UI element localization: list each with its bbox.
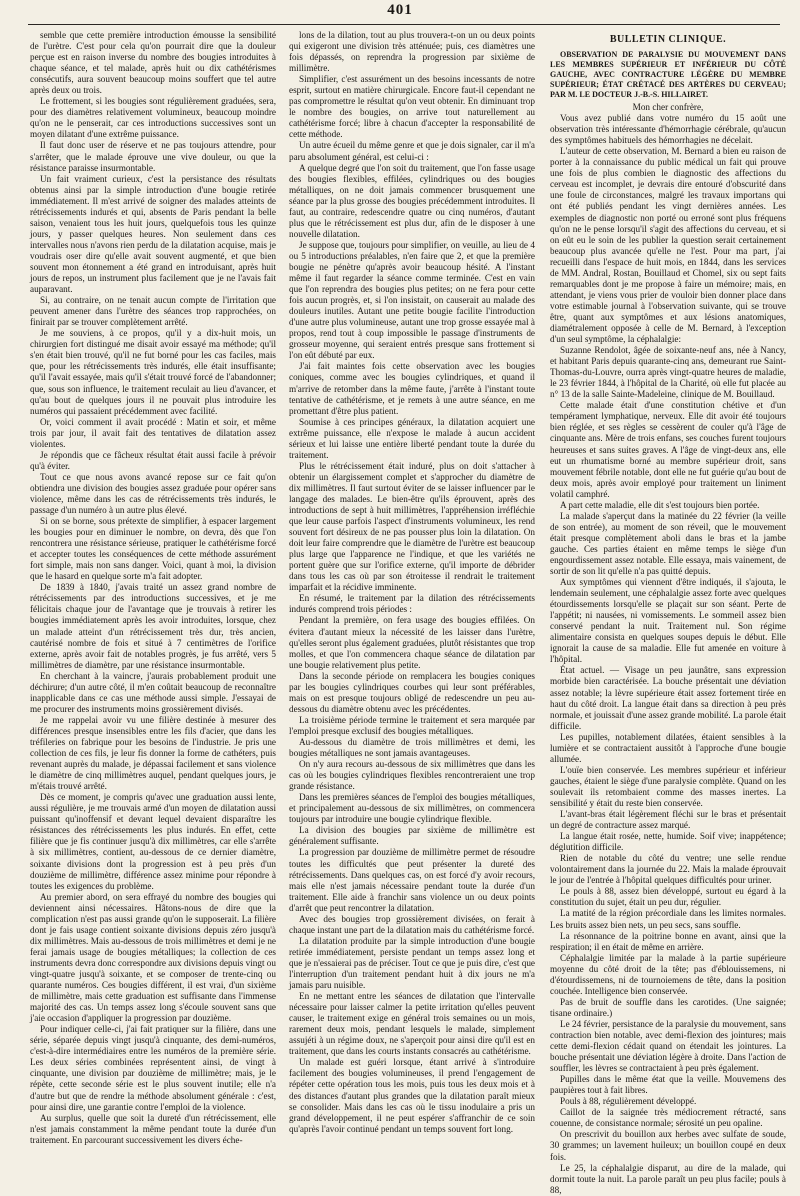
paragraph: Les pupilles, notablement dilatées, étaient sensibles à la lumière et se contractaient aussitôt à l'approche d'une bougie allumée. xyxy=(550,731,786,764)
paragraph: Avec des bougies trop grossièrement divisées, on ferait à chaque instant une part de la dilatation mais du cathétérisme forcé. xyxy=(289,913,535,935)
paragraph: Il faut donc user de réserve et ne pas toujours attendre, pour s'arrêter, que le malade éprouve une vive douleur, ou que la résistance paraisse insurmontable. xyxy=(30,140,276,173)
paragraph: Simplifier, c'est assurément un des besoins incessants de notre esprit, surtout en matière chirurgicale. Encore faut-il cependant ne pas compromettre le résultat qu'on veut obtenir. En diminuant trop le nombre des bougies, on arrive tout naturellement au cathétérisme forcé; libre à chacun d'accepter la responsabilité de cette méthode. xyxy=(289,74,535,140)
paragraph: A part cette maladie, elle dit s'est toujours bien portée. xyxy=(560,499,760,510)
paragraph: Dès ce moment, je compris qu'avec une graduation aussi lente, aussi régulière, je me trouvais armé d'un moyen de dilatation aussi puissant qu'inoffensif et devant lequel devaient disparaître les résistances des rétrécissements les plus indurés. En effet, cette filière que je fis continuer jusqu'à dix millimètres, car elle s'arrête à six millimètres, contient, au-dessous de ce dernier diamètre, soixante divisions dont la progression est à peu près d'un douzième de millimètre, différence assez minime pour répondre à toutes les exigences du problème. xyxy=(30,792,276,891)
paragraph: Je répondis que ce fâcheux résultat était aussi facile à prévoir qu'à éviter. xyxy=(30,449,276,471)
paragraph: Suzanne Rendolot, âgée de soixante-neuf ans, née à Nancy, et habitant Paris depuis quarante-cinq ans, demeurant rue Saint-Thomas-du-Louvre, ourra après vingt-quatre heures de maladie, le 23 février 1844, à l'hôpital de la Charité, où elle fut placée au n° 13 de la salle Sainte-Madeleine, clinique de M. Bouillaud. xyxy=(550,345,786,400)
paragraph: En ne mettant entre les séances de dilatation que l'intervalle nécessaire pour laisser calmer la petite irritation qu'elles peuvent causer, le traitement exige en général trois semaines ou un mois, rarement deux mois, pendant lesquels le malade, simplement assujéti à un régime doux, ne s'aperçoit pour ainsi dire qu'il est en traitement, que dans les courts instants consacrés au cathétérisme. xyxy=(289,991,535,1057)
paragraph: En cherchant à la vaincre, j'aurais probablement produit une déchirure; d'un autre côté, il m'en coûtait beaucoup de reconnaître inapplicable dans ce cas une méthode aussi simple. J'essayai de me procurer des instruments moins grossièrement divisés. xyxy=(30,670,276,714)
paragraph: La résonnance de la poitrine bonne en avant, ainsi que la respiration; il en était de même en arrière. xyxy=(550,930,786,952)
paragraph: Je suppose que, toujours pour simplifier, on veuille, au lieu de 4 ou 5 introductions préalables, n'en faire que 2, et que la première bougie ne pénètre qu'après avoir beaucoup hésité. A l'instant même il faut regarder la séance comme terminée. C'est en vain que l'on reprendra des bougies plus petites; on ne fera pour cette fois aucun progrès, et, si l'on insistait, on causerait au malade des douleurs inutiles. Autant une petite bougie facilite l'introduction d'une autre plus volumineuse, autant une trop grosse essayée mal à propos, rend tout à coup impossible le passage d'instruments de grosseur moyenne, qui seraient entrés presque sans frottement si l'on eût débuté par eux. xyxy=(289,239,535,361)
paragraph: Le 25, la céphalalgie disparut, au dire de la malade, qui dormit toute la nuit. La parole paraît un peu plus facile; pouls à 88, xyxy=(550,1162,786,1195)
paragraph: L'ouïe bien conservée. Les membres supérieur et inférieur gauches, étaient le siège d'une paralysie complète. Quand on les soulevait ils retombaient comme des masses inertes. La sensibilité y était du reste bien conservée. xyxy=(550,764,786,808)
paragraph: La troisième période termine le traitement et sera marquée par l'emploi presque exclusif des bougies métalliques. xyxy=(289,714,535,736)
paragraph: La langue était rosée, nette, humide. Soif vive; inappétence; déglutition difficile. xyxy=(550,831,786,853)
paragraph: Le 24 février, persistance de la paralysie du mouvement, sans contraction bien notable, avec demi-flexion des jointures; mais cette demi-flexion cédait quand on étendait les jointures. La bouche présentait une déviation légère à droite. Dans l'action de souffler, les lèvres se contractaient à peu près également. xyxy=(550,1018,786,1074)
paragraph: Aux symptômes qui viennent d'être indiqués, il s'ajouta, le lendemain seulement, une céphalalgie assez forte avec quelques étourdissements lorsqu'elle se plaçait sur son séant. Perte de l'appétit; ni nausées, ni vomissements. Le sommeil assez bien conservé pendant la nuit. Traitement nul. Son régime alimentaire consista en quelques soupes depuis le début. Elle ignorait la cause de sa maladie. Elle fut amenée en voiture à l'hôpital. xyxy=(550,577,786,665)
paragraph: Tout ce que nous avons avancé repose sur ce fait qu'on obtiendra une division des bougies assez graduée pour opérer sans violence, même dans les cas de rétrécissements très indurés, le passage d'un numéro à un autre plus élevé. xyxy=(30,471,276,516)
column-3 xyxy=(550,30,786,1195)
paragraph: lons de la dilation, tout au plus trouvera-t-on un ou deux points qui exigeront une division très atténuée; puis, ces diamètres une fois dépassés, on reprendra la progression par sixième de millimètre. xyxy=(289,30,535,74)
paragraph: Un fait vraiment curieux, c'est la persistance des résultats obtenus ainsi par la simple introduction d'une bougie retirée immédiatement. Il m'est arrivé de soigner des malades atteints de rétrécissements indurés et qui, absents de Paris pendant la belle saison, venaient tous les huit jours, quelquefois tous les quinze jours, y passer quelques heures. Non seulement dans ces intervalles nous n'avons rien perdu de la dilatation acquise, mais je voudrais oser dire qu'elle avait souvent augmenté, et que bien souvent mon étonnement a été grand en introduisant, après huit jours de repos, un instrument plus facilement que je ne l'avais fait auparavant. xyxy=(30,173,276,295)
section-title: BULLETIN CLINIQUE. xyxy=(609,34,727,45)
paragraph: Pupilles dans le même état que la veille. Mouvemens des paupières tout à fait libres. xyxy=(550,1074,786,1096)
paragraph: État actuel. — Visage un peu jaunâtre, sans expression morbide bien caractérisée. La bouche présentait une déviation assez notable; la lèvre supérieure était assez fortement tirée en haut du côté droit. La langue était dans sa direction à peu près normale, et jouissait d'une assez grande mobilité. La parole était difficile. xyxy=(550,665,786,731)
paragraph: Dans les premières séances de l'emploi des bougies métalliques, et principalement au-dessous de six millimètres, on commencera toujours par introduire une bougie cylindrique flexible. xyxy=(289,792,535,825)
paragraph: Au surplus, quelle que soit la dureté d'un rétrécissement, elle n'est jamais constamment la même pendant toute la durée d'un traitement. En parcourant successivement les divers éche- xyxy=(30,1112,276,1145)
paragraph: Pouls à 88, régulièrement développé. xyxy=(560,1096,697,1107)
paragraph: Pendant la première, on fera usage des bougies effilées. On évitera d'autant mieux la nécessité de les laisser dans l'urètre, qu'elles seront plus également graduées, plutôt résistantes que trop molles, et que l'on commencera chaque séance de dilatation par une bougie relativement plus petite. xyxy=(289,615,535,670)
paragraph: De 1839 à 1840, j'avais traité un assez grand nombre de rétrécissements par des introductions successives, et je me félicitais chaque jour de l'avantage que je trouvais à retirer les bougies immédiatement après les avoir introduites, lorsque, chez un malade atteint d'un rétrécissement très dur, très ancien, cautérisé nombre de fois et situé à 7 centimètres de l'orifice externe, après avoir fait de notables progrès, je fus arrêté, vers 5 millimètres de diamètre, par une résistance insurmontable. xyxy=(30,582,276,670)
paragraph: A quelque degré que l'on soit du traitement, que l'on fasse usage des bougies flexibles, effilées, cylindriques ou des bougies métalliques, on ne doit jamais commencer brusquement une séance par la plus grosse des bougies précédemment introduites. Il faut, au contraire, redescendre quatre ou cinq numéros, d'autant plus que le rétrécissement est plus dur, afin de le disposer à une nouvelle dilatation. xyxy=(289,162,535,239)
paragraph: Je me souviens, à ce propos, qu'il y a dix-huit mois, un chirurgien fort distingué me disait avoir essayé ma méthode; qu'il s'en était bien trouvé, qu'il ne fut borné pour les cas faciles, mais que, pour les rétrécissements très indurés, elle était insuffisante; qu'il l'avait essayée, mais qu'il s'était trouvé forcé de l'abandonner; que, sous son influence, le traitement reculait au lieu d'avancer, et qu'au bout de quelques jours il ne pouvait plus introduire les numéros qui passaient précédemment avec facilité. xyxy=(30,328,276,416)
paragraph: La progression par douzième de millimètre permet de résoudre toutes les difficultés que peut présenter la dureté des rétrécissements. Dans quelques cas, on est forcé d'y avoir recours, mais elle n'est jamais nécessaire pendant toute la durée d'un traitement. Elle aide à franchir sans violence un ou deux points d'arrêt que peut rencontrer la dilatation. xyxy=(289,847,535,913)
column-1 xyxy=(30,30,276,1145)
observation-heading: OBSERVATION DE PARALYSIE DU MOUVEMENT DANS LES MEMBRES SUPÉRIEUR ET INFÉRIEUR DU CÔTÉ GAUCHE, AVEC CONTRACTURE LÉGÈRE DU MEMBRE SUPÉRIEUR; ÉTAT CRÉTACÉ DES ARTÈRES DU CERVEAU; PAR M. LE DOCTEUR J.-B.-S. HILLAIRET. xyxy=(550,50,786,100)
salutation: Mon cher confrère, xyxy=(632,102,704,113)
paragraph: Le frottement, si les bougies sont régulièrement graduées, sera, pour des diamètres relativement volumineux, beaucoup moindre qu'on ne le penserait, car ces introductions successives sont un moyen dilatant d'une extrême puissance. xyxy=(30,96,276,140)
paragraph: Le pouls à 88, assez bien développé, surtout eu égard à la constitution du sujet, était un peu dur, régulier. xyxy=(550,886,786,908)
paragraph: Un malade est guéri lorsque, étant arrivé à s'introduire facilement des bougies volumineuses, il prend l'engagement de répéter cette opération tous les mois, puis tous les deux mois et à des distances d'autant plus grandes que la dilatation paraît mieux se consolider. Mais dans les cas où le tissu inodulaire a pris un grand développement, il ne peut espérer s'affranchir de ce soin qu'après l'avoir continué pendant un temps souvent fort long. xyxy=(289,1057,535,1134)
paragraph: Soumise à ces principes généraux, la dilatation acquiert une extrême puissance, elle n'expose le malade à aucun accident sérieux et lui laisse une entière liberté pendant toute la durée du traitement. xyxy=(289,416,535,460)
paragraph: La division des bougies par sixième de millimètre est généralement suffisante. xyxy=(289,825,535,847)
paragraph: L'avant-bras était légèrement fléchi sur le bras et présentait un degré de contracture assez marqué. xyxy=(550,809,786,831)
paragraph: Rien de notable du côté du ventre; une selle rendue volontairement dans la journée du 22. Mais la malade éprouvait le jour de l'entrée à l'hôpital quelques difficultés pour uriner. xyxy=(550,853,786,886)
paragraph: Cette malade était d'une constitution chétive et d'un tempérament lymphatique, nerveux. Elle dit avoir été toujours bien réglée, et ses règles se cessèrent de couler qu'à l'âge de cinquante ans. Mère de trois enfans, ses couches furent toujours heureuses et sans suites graves. A l'âge de vingt-deux ans, elle eut un rhumatisme borné au membre supérieur droit, sans mouvement fébrile notable, dont elle ne fut guérie qu'au bout de deux mois, après avoir employé pour traitement un liniment volatil camphré. xyxy=(550,400,786,499)
page-number: 401 xyxy=(387,2,413,18)
paragraph: Pas de bruit de souffle dans les carotides. (Une saignée; tisane ordinaire.) xyxy=(550,996,786,1018)
header-rule xyxy=(28,24,780,25)
paragraph: semble que cette première introduction émousse la sensibilité de l'urètre. C'est pour cela qu'on pourrait dire que la douleur perçue est en raison inverse du nombre des bougies introduites à chaque séance, et tel malade, après huit ou dix cathétérismes consécutifs, aura souvent beaucoup moins souffert que tel autre après deux ou trois. xyxy=(30,30,276,96)
paragraph: Or, voici comment il avait procédé : Matin et soir, et même trois par jour, il avait fait des tentatives de dilatation assez violentes. xyxy=(30,416,276,449)
paragraph: Caillot de la saignée très médiocrement rétracté, sans couenne, de consistance normale; sérosité un peu opaline. xyxy=(550,1107,786,1129)
paragraph: Si on se borne, sous prétexte de simplifier, à espacer largement les bougies pour en diminuer le nombre, on devra, dès que l'on rencontrera une résistance sérieuse, pratiquer le cathétérisme forcé et accepter toutes les conséquences de cette méthode assurément fort simple, mais non sans danger. Voici, quant à moi, la division que le hasard en quelque sorte m'a fait adopter. xyxy=(30,516,276,582)
paragraph: Au-dessous du diamètre de trois millimètres et demi, les bougies métalliques ne sont jamais avantageuses. xyxy=(289,737,535,759)
paragraph: Céphalalgie limitée par la malade à la partie supérieure moyenne du côté droit de la tête; pas d'éblouissemens, ni d'étourdissemens, ni de tournoiemens de tête, dans la position couchée. Intelligence bien conservée. xyxy=(550,952,786,996)
paragraph: La matité de la région précordiale dans les limites normales. Les bruits assez bien nets, un peu secs, sans souffle. xyxy=(550,908,786,930)
paragraph: On n'y aura recours au-dessous de six millimètres que dans les cas où les bougies cylindriques flexibles rencontreraient une trop grande résistance. xyxy=(289,759,535,792)
paragraph: L'auteur de cette observation, M. Bernard a bien eu raison de porter à la connaissance du public médical un fait qui prouve une fois de plus combien le diagnostic des affections du cerveau est incomplet, je devrais dire entouré d'obscurité dans une foule de circonstances, malgré les travaux importans qui ont été publiés pendant les vingt dernières années. Les exemples de diagnostic non porté ou erroné sont plus fréquens qu'on ne le pense lorsqu'il s'agit des affections du cerveau, et si on eût eu le soin de les publier la question serait certainement beaucoup plus avancée qu'elle ne l'est. Pour ma part, j'ai recueilli dans l'espace de huit mois, en 1844, dans les services de MM. Andral, Rostan, Bouillaud et Chomel, six ou sept faits remarquables dont je me propose à faire un mémoire; mais, en attendant, je viens vous prier de vouloir bien donner place dans votre estimable journal à l'observation suivante, qui se trouve être, quant aux symptômes et aux lésions anatomiques, diamétralement opposée à celle de M. Bernard, à l'exception d'un seul symptôme, la céphalalgie: xyxy=(550,146,786,345)
paragraph: Au premier abord, on sera effrayé du nombre des bougies qui deviennent ainsi nécessaires. Hâtons-nous de dire que la complication n'est pas aussi grande qu'on le supposerait. La filière dont je fais usage contient soixante divisions depuis zéro jusqu'à dix millimètres. Mais au-dessous de trois millimètres et demi je ne ferai jamais usage de bougies métalliques; la collection de ces instruments devra donc correspondre aux divisions depuis vingt ou vingt-quatre jusqu'à soixante, et se composer de trente-cinq ou quarante numéros. Ces bougies différent, il est vrai, d'un sixième de millimètre, mais cette graduation est suffisante dans l'immense majorité des cas. Un temps assez long s'écoule souvent sans que j'aie occasion d'appliquer la progression par douzième. xyxy=(30,891,276,1024)
paragraph: En résumé, le traitement par la dilation des rétrécissements indurés comprend trois périodes : xyxy=(289,593,535,615)
paragraph: On prescrivit du bouillon aux herbes avec sulfate de soude, 30 grammes; un lavement huileux; un bouillon coupé en deux fois. xyxy=(550,1129,786,1162)
paragraph: Vous avez publié dans votre numéro du 15 août une observation très intéressante d'hémorrhagie cérébrale, qu'aucun des symptômes habituels des hémorrhagies ne décelait. xyxy=(550,113,786,146)
paragraph: Si, au contraire, on ne tenait aucun compte de l'irritation que peuvent amener dans l'urètre des séances trop rapprochées, on finirait par se trouver complètement arrêté. xyxy=(30,295,276,328)
paragraph: Pour indiquer celle-ci, j'ai fait pratiquer sur la filière, dans une série, séparée depuis vingt jusqu'à cinquante, des demi-numéros, c'est-à-dire intermédiaires entre les numéros de la première série. Les deux séries combinées représentent ainsi, de vingt à cinquante, une division par douzième de millimètre; mais, je le répète, cette seconde série est le plus souvent inutile; elle n'a d'autre but que de rendre la méthode absolument générale : c'est, pour ainsi dire, une garantie contre l'emploi de la violence. xyxy=(30,1024,276,1112)
observation-body xyxy=(550,113,786,1196)
paragraph: La malade s'aperçut dans la matinée du 22 février (la veille de son entrée), au moment de son réveil, que le mouvement était presque complètement aboli dans le bras et la jambe gauche. Ces parties étaient en même temps le siège d'un engourdissement assez notable. Elle essaya, mais vainement, de sortir de son lit qu'elle n'a pas quitté depuis. xyxy=(550,510,786,577)
paragraph: J'ai fait maintes fois cette observation avec les bougies coniques, comme avec les bougies cylindriques, et quand il m'arrive de retomber dans la même faute, j'arrête à l'instant toute tentative de cathétérisme, et je remets à une autre séance, en me promettant d'être plus patient. xyxy=(289,361,535,416)
paragraph: Dans la seconde période on remplacera les bougies coniques par les bougies cylindriques courbes qui leur sont préférables, mais on est presque toujours obligé de redescendre un peu au-dessous du diamètre obtenu avec les précédentes. xyxy=(289,670,535,714)
paragraph: Plus le rétrécissement était induré, plus on doit s'attacher à obtenir un élargissement complet et s'approcher du diamètre de dix millimètres. Il faut surtout éviter de se laisser influencer par le langage des malades. Le bien-être qu'ils éprouvent, après des introductions de sept à huit millimètres, l'appréhension irréfléchie que leur cause parfois l'aspect d'instruments volumineux, les rend souvent fort désireux de ne pas pousser plus loin la dilatation. On doit leur faire comprendre que le diamètre de l'urètre est beaucoup plus large que l'apparence ne l'indique, et que les variétés ne portent guère que sur l'orifice externe, qu'il importe de débrider dans tous les cas où par son étroitesse il rendrait le traitement imparfait et la récidive imminente. xyxy=(289,460,535,593)
column-2 xyxy=(289,30,535,1134)
paragraph: La dilatation produite par la simple introduction d'une bougie retirée immédiatement, persiste pendant un temps assez long et que je n'essaierai pas de préciser. Tout ce que je puis dire, c'est que l'interruption d'un traitement pendant huit à dix jours ne m'a jamais paru nuisible. xyxy=(289,935,535,991)
paragraph: Je me rappelai avoir vu une filière destinée à mesurer des différences presque insensibles entre les fils d'acier, que dans les tréfileries on fabrique pour les besoins de l'industrie. Je pris une collection de ces fils, je leur fis donner la forme de cathéters, puis revenant auprès du malade, je dépassai facilement et sans violence le diamètre de cinq millimètres auquel, pendant quelques jours, je m'étais trouvé arrêté. xyxy=(30,714,276,792)
paragraph: Un autre écueil du même genre et que je dois signaler, car il m'a paru absolument général, est celui-ci : xyxy=(289,140,535,162)
